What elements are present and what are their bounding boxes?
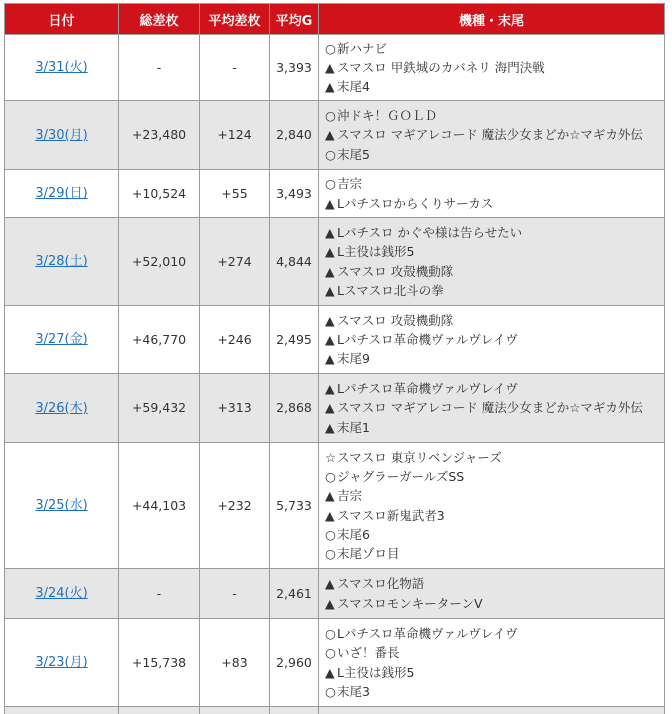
machine-item [325, 145, 658, 164]
avg-diff-cell: - [200, 569, 270, 619]
total-diff-cell: - [119, 35, 200, 101]
machine-item [325, 262, 658, 281]
machine-name: スマスロ 攻殻機動隊 [337, 312, 454, 328]
machine-item [325, 223, 658, 242]
avg-games-cell: 2,840 [270, 101, 319, 170]
machine-name: 新ハナビ [337, 40, 388, 56]
machines-cell [319, 170, 665, 218]
rating-mark: ○ [325, 108, 336, 124]
machine-name: スマスロ マギアレコード 魔法少女まどか☆マギカ外伝 [337, 127, 643, 143]
machine-item [325, 467, 658, 486]
table-row [5, 707, 665, 714]
date-cell [5, 101, 119, 170]
header-avg: 平均差枚 [200, 4, 270, 35]
total-diff-cell: +46,770 [119, 306, 200, 374]
rating-mark: ▲ [325, 263, 335, 279]
date-cell [5, 619, 119, 707]
machine-name: スマスロ 東京リベンジャーズ [337, 449, 502, 465]
rating-mark: ▲ [325, 59, 335, 75]
total-diff-cell: +52,010 [119, 218, 200, 306]
machines-cell [319, 101, 665, 170]
machine-name: Lスマスロ北斗の拳 [337, 282, 444, 298]
rating-mark: ○ [325, 468, 336, 484]
machine-item [325, 624, 658, 643]
rating-mark: ▲ [325, 576, 335, 592]
machine-item [325, 379, 658, 398]
total-diff-cell: +10,524 [119, 170, 200, 218]
machine-item [325, 330, 658, 349]
machine-item [325, 643, 658, 662]
machine-item [325, 544, 658, 563]
machine-name: 末尾1 [337, 419, 370, 435]
rating-mark: ○ [325, 546, 336, 562]
machine-name: スマスロ マギアレコード 魔法少女まどか☆マギカ外伝 [337, 400, 643, 416]
avg-diff-cell: +232 [200, 443, 270, 569]
rating-mark: ○ [325, 526, 336, 542]
table-row [5, 306, 665, 374]
rating-mark: ▲ [325, 400, 335, 416]
avg-games-cell: 2,960 [270, 619, 319, 707]
rating-mark: ▲ [325, 224, 335, 240]
machine-item [325, 486, 658, 505]
machine-item [325, 242, 658, 261]
rating-mark: ▲ [325, 351, 335, 367]
machine-name: Lパチスロ革命機ヴァルヴレイヴ [337, 625, 518, 641]
header-machines: 機種・末尾 [319, 4, 665, 35]
avg-diff-cell: +274 [200, 218, 270, 306]
machine-name: Lパチスロからくりサーカス [337, 195, 494, 211]
machine-name: 末尾ゾロ目 [337, 546, 400, 562]
machine-item [325, 398, 658, 417]
date-cell [5, 170, 119, 218]
avg-games-cell [270, 707, 319, 714]
machine-name: Lパチスロ かぐや様は告らせたい [337, 224, 523, 240]
date-link[interactable]: 3/29(日) [35, 186, 88, 202]
date-cell [5, 707, 119, 714]
date-cell [5, 306, 119, 374]
avg-games-cell: 3,493 [270, 170, 319, 218]
table-row [5, 170, 665, 218]
date-cell [5, 569, 119, 619]
date-link[interactable]: 3/28(土) [35, 254, 88, 270]
total-diff-cell: +59,432 [119, 374, 200, 443]
rating-mark: ▲ [325, 79, 335, 95]
machine-name: 沖ドキ！ＧＯＬＤ [337, 108, 438, 124]
machine-item [325, 281, 658, 300]
machines-cell [319, 443, 665, 569]
date-cell [5, 218, 119, 306]
table-body [5, 35, 665, 714]
avg-games-cell: 2,461 [270, 569, 319, 619]
machines-cell [319, 569, 665, 619]
header-total: 総差枚 [119, 4, 200, 35]
rating-mark: ○ [325, 645, 336, 661]
date-cell [5, 374, 119, 443]
machine-item [325, 106, 658, 125]
avg-diff-cell: +55 [200, 170, 270, 218]
machine-item [325, 125, 658, 144]
table-row [5, 35, 665, 101]
avg-games-cell: 2,868 [270, 374, 319, 443]
machine-item [325, 349, 658, 368]
rating-mark: ▲ [325, 381, 335, 397]
machines-cell [319, 218, 665, 306]
avg-diff-cell [200, 707, 270, 714]
machine-name: 末尾5 [337, 146, 370, 162]
date-link[interactable]: 3/30(月) [35, 127, 88, 143]
machine-name: 末尾3 [337, 683, 370, 699]
machine-item [325, 174, 658, 193]
machine-item [325, 594, 658, 613]
table-row [5, 218, 665, 306]
header-avg-g: 平均G [270, 4, 319, 35]
machine-name: 吉宗 [337, 488, 363, 504]
rating-mark: ▲ [325, 507, 335, 523]
date-link[interactable]: 3/27(金) [35, 332, 88, 348]
avg-diff-cell: +83 [200, 619, 270, 707]
rating-mark: ○ [325, 40, 336, 56]
machines-cell [319, 374, 665, 443]
machine-item [325, 77, 658, 96]
machines-cell [319, 619, 665, 707]
date-link[interactable]: 3/26(木) [35, 400, 88, 416]
machine-name: L主役は銭形5 [337, 244, 415, 260]
avg-diff-cell: - [200, 35, 270, 101]
machine-name: 末尾6 [337, 526, 370, 542]
machine-item [325, 506, 658, 525]
rating-mark: ○ [325, 176, 336, 192]
machines-cell [319, 35, 665, 101]
machine-name: スマスロ化物語 [337, 576, 425, 592]
rating-mark: ○ [325, 625, 336, 641]
table-row [5, 101, 665, 170]
table-row [5, 443, 665, 569]
avg-diff-cell: +313 [200, 374, 270, 443]
date-link[interactable]: 3/31(火) [35, 60, 88, 76]
machine-item [325, 682, 658, 701]
avg-games-cell: 2,495 [270, 306, 319, 374]
rating-mark: ▲ [325, 488, 335, 504]
table-row [5, 569, 665, 619]
header-row [5, 4, 665, 35]
machine-name: 吉宗 [337, 176, 363, 192]
rating-mark: ○ [325, 146, 336, 162]
rating-mark: ▲ [325, 127, 335, 143]
date-link[interactable]: 3/24(火) [35, 586, 88, 602]
results-table [4, 3, 665, 714]
avg-diff-cell: +246 [200, 306, 270, 374]
rating-mark: ▲ [325, 331, 335, 347]
rating-mark: ○ [325, 683, 336, 699]
avg-games-cell: 4,844 [270, 218, 319, 306]
rating-mark: ▲ [325, 312, 335, 328]
rating-mark: ☆ [325, 449, 337, 465]
rating-mark: ▲ [325, 595, 335, 611]
machines-cell [319, 306, 665, 374]
machine-name: スマスロ 甲鉄城のカバネリ 海門決戦 [337, 59, 545, 75]
machine-item [325, 39, 658, 58]
total-diff-cell: - [119, 569, 200, 619]
machine-name: ジャグラーガールズSS [337, 468, 465, 484]
avg-games-cell: 5,733 [270, 443, 319, 569]
date-cell [5, 443, 119, 569]
machine-name: いざ！番長 [337, 645, 400, 661]
machine-name: 末尾4 [337, 79, 370, 95]
machine-name: Lパチスロ革命機ヴァルヴレイヴ [337, 331, 518, 347]
machine-name: スマスロ新鬼武者3 [337, 507, 445, 523]
total-diff-cell: +44,103 [119, 443, 200, 569]
machine-item [325, 663, 658, 682]
machine-item [325, 525, 658, 544]
machine-item [325, 574, 658, 593]
machine-item [325, 194, 658, 213]
header-date: 日付 [5, 4, 119, 35]
machine-item [325, 418, 658, 437]
table-row [5, 374, 665, 443]
rating-mark: ▲ [325, 419, 335, 435]
machine-name: スマスロ 攻殻機動隊 [337, 263, 454, 279]
date-link[interactable]: 3/25(水) [35, 498, 88, 514]
machine-name: L主役は銭形5 [337, 664, 415, 680]
rating-mark: ▲ [325, 195, 335, 211]
rating-mark: ▲ [325, 282, 335, 298]
machines-cell [319, 707, 665, 714]
avg-diff-cell: +124 [200, 101, 270, 170]
rating-mark: ▲ [325, 244, 335, 260]
machine-item [325, 448, 658, 467]
avg-games-cell: 3,393 [270, 35, 319, 101]
total-diff-cell [119, 707, 200, 714]
table-row [5, 619, 665, 707]
total-diff-cell: +15,738 [119, 619, 200, 707]
date-cell [5, 35, 119, 101]
machine-name: スマスロモンキーターンV [337, 595, 483, 611]
machine-item [325, 311, 658, 330]
machine-name: Lパチスロ革命機ヴァルヴレイヴ [337, 381, 518, 397]
machine-item [325, 58, 658, 77]
date-link[interactable]: 3/23(月) [35, 655, 88, 671]
total-diff-cell: +23,480 [119, 101, 200, 170]
machine-name: 末尾9 [337, 351, 370, 367]
rating-mark: ▲ [325, 664, 335, 680]
